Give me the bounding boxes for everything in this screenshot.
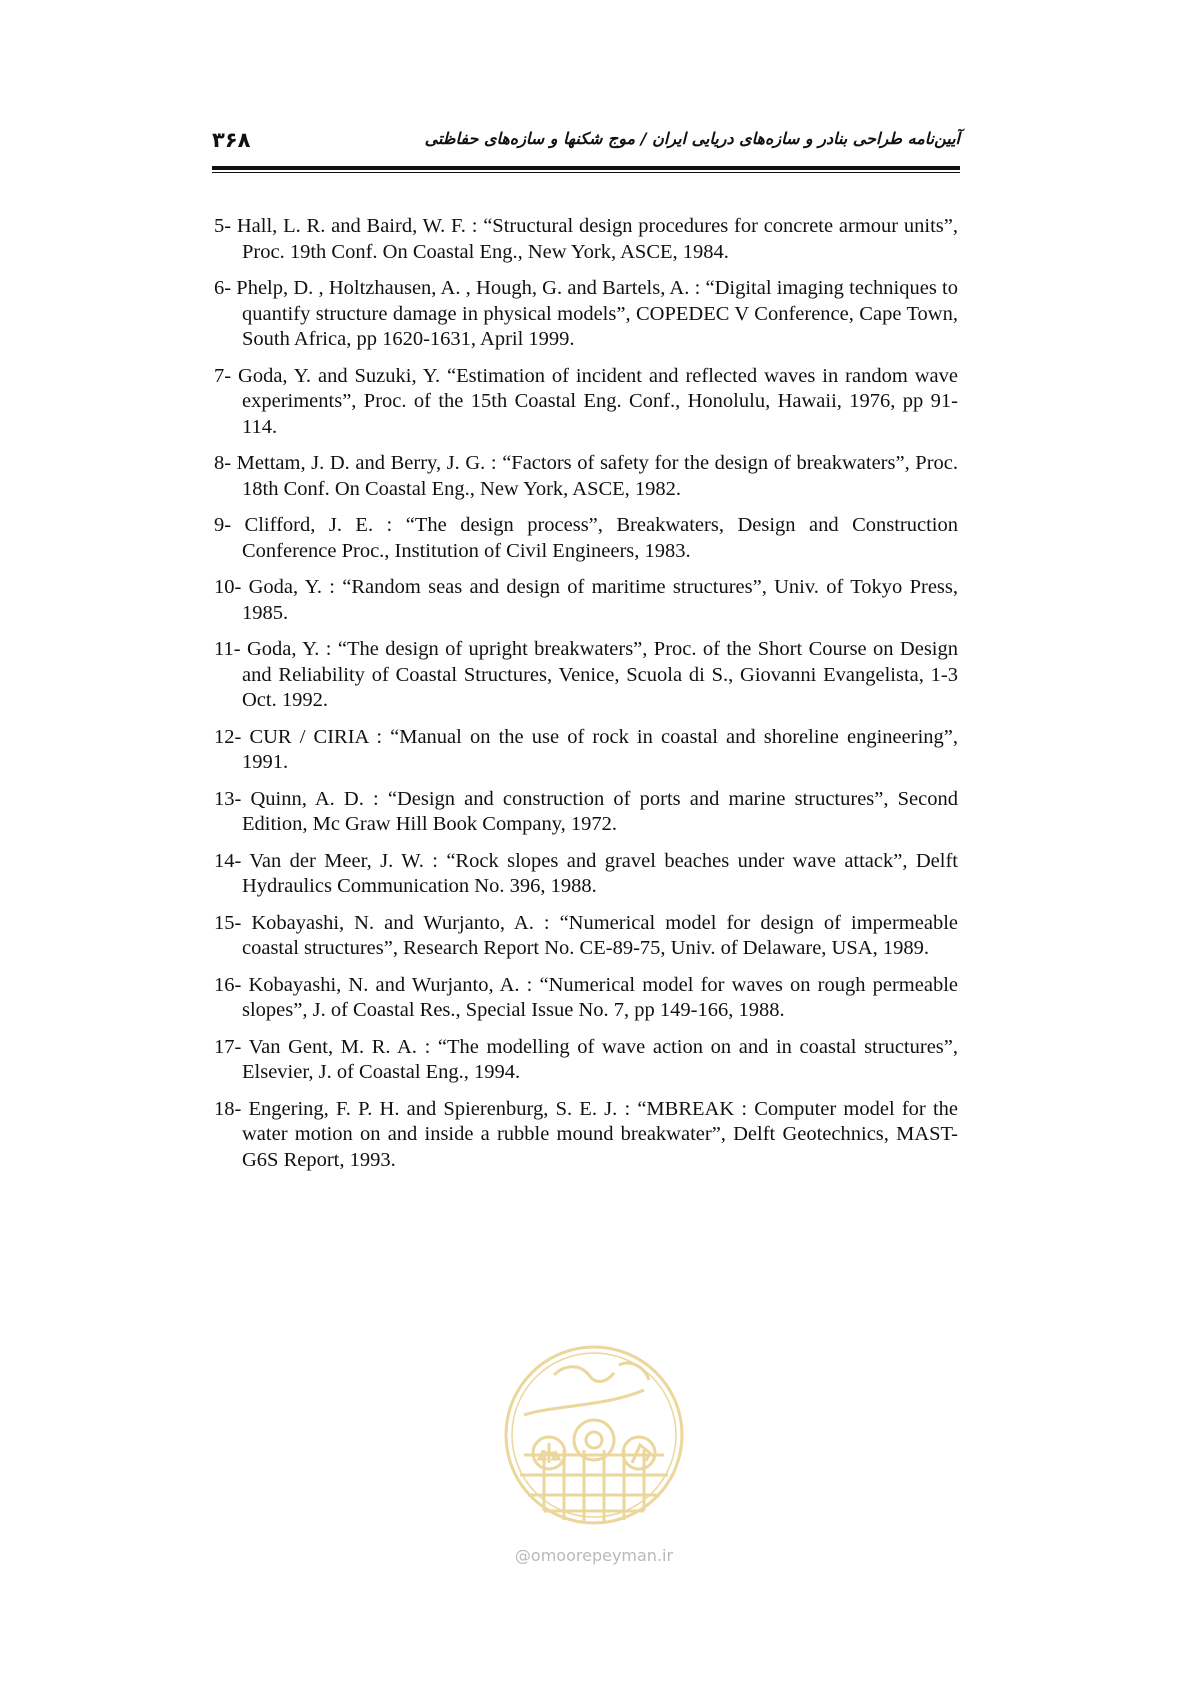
reference-item: 15- Kobayashi, N. and Wurjanto, A. : “Numerical model for design of impermeable coastal structures”, Research Report No. CE-89-75, Univ. of Delaware, USA, 1989. bbox=[214, 911, 958, 959]
reference-item: 12- CUR / CIRIA : “Manual on the use of rock in coastal and shoreline engineering”, 1991. bbox=[214, 725, 958, 773]
header-rule bbox=[212, 166, 960, 170]
reference-item: 17- Van Gent, M. R. A. : “The modelling of wave action on and in coastal structures”, Elsevier, J. of Coastal Eng., 1994. bbox=[214, 1035, 958, 1083]
watermark-url: @omoorepeyman.ir bbox=[514, 1546, 674, 1565]
reference-item: 14- Van der Meer, J. W. : “Rock slopes and gravel beaches under wave attack”, Delft Hydraulics Communication No. 396, 1988. bbox=[214, 849, 958, 897]
reference-list bbox=[214, 214, 958, 1184]
reference-item: 11- Goda, Y. : “The design of upright breakwaters”, Proc. of the Short Course on Design and Reliability of Coastal Structures, Venice, Scuola di S., Giovanni Evangelista, 1-3 Oct. 1992. bbox=[214, 638, 958, 711]
page-number: ۳۶۸ bbox=[212, 128, 251, 152]
reference-item: 13- Quinn, A. D. : “Design and construction of ports and marine structures”, Second Edition, Mc Graw Hill Book Company, 1972. bbox=[214, 787, 958, 835]
reference-item: 7- Goda, Y. and Suzuki, Y. “Estimation of incident and reflected waves in random wave experiments”, Proc. of the 15th Coastal Eng. Conf., Honolulu, Hawaii, 1976, pp 91-114. bbox=[214, 364, 958, 438]
reference-item: 18- Engering, F. P. H. and Spierenburg, S. E. J. : “MBREAK : Computer model for the water motion on and inside a rubble mound breakwater”, Delft Geotechnics, MAST-G6S Report, 1993. bbox=[214, 1097, 958, 1171]
header-rule-thin bbox=[212, 172, 960, 173]
watermark-logo bbox=[494, 1335, 694, 1575]
watermark bbox=[494, 1335, 694, 1575]
reference-item: 9- Clifford, J. E. : “The design process”, Breakwaters, Design and Construction Conference Proc., Institution of Civil Engineers, 1983. bbox=[214, 514, 958, 562]
reference-item: 8- Mettam, J. D. and Berry, J. G. : “Factors of safety for the design of breakwaters”, Proc. 18th Conf. On Coastal Eng., New York, ASCE, 1982. bbox=[214, 452, 958, 500]
reference-item: 5- Hall, L. R. and Baird, W. F. : “Structural design procedures for concrete armour units”, Proc. 19th Conf. On Coastal Eng., New York, ASCE, 1984. bbox=[214, 215, 958, 263]
reference-item: 10- Goda, Y. : “Random seas and design of maritime structures”, Univ. of Tokyo Press, 1985. bbox=[214, 576, 958, 624]
reference-item: 16- Kobayashi, N. and Wurjanto, A. : “Numerical model for waves on rough permeable slopes”, J. of Coastal Res., Special Issue No. 7, pp 149-166, 1988. bbox=[214, 973, 958, 1021]
running-title: آیین‌نامه طراحی بنادر و سازه‌های دریایی ایران / موج شکنها و سازه‌های حفاظتی bbox=[424, 129, 960, 148]
page-header bbox=[212, 128, 960, 158]
reference-item: 6- Phelp, D. , Holtzhausen, A. , Hough, G. and Bartels, A. : “Digital imaging techniques to quantify structure damage in physical models”, COPEDEC V Conference, Cape Town, South Africa, pp 1620-1631, April 1999. bbox=[214, 277, 958, 350]
